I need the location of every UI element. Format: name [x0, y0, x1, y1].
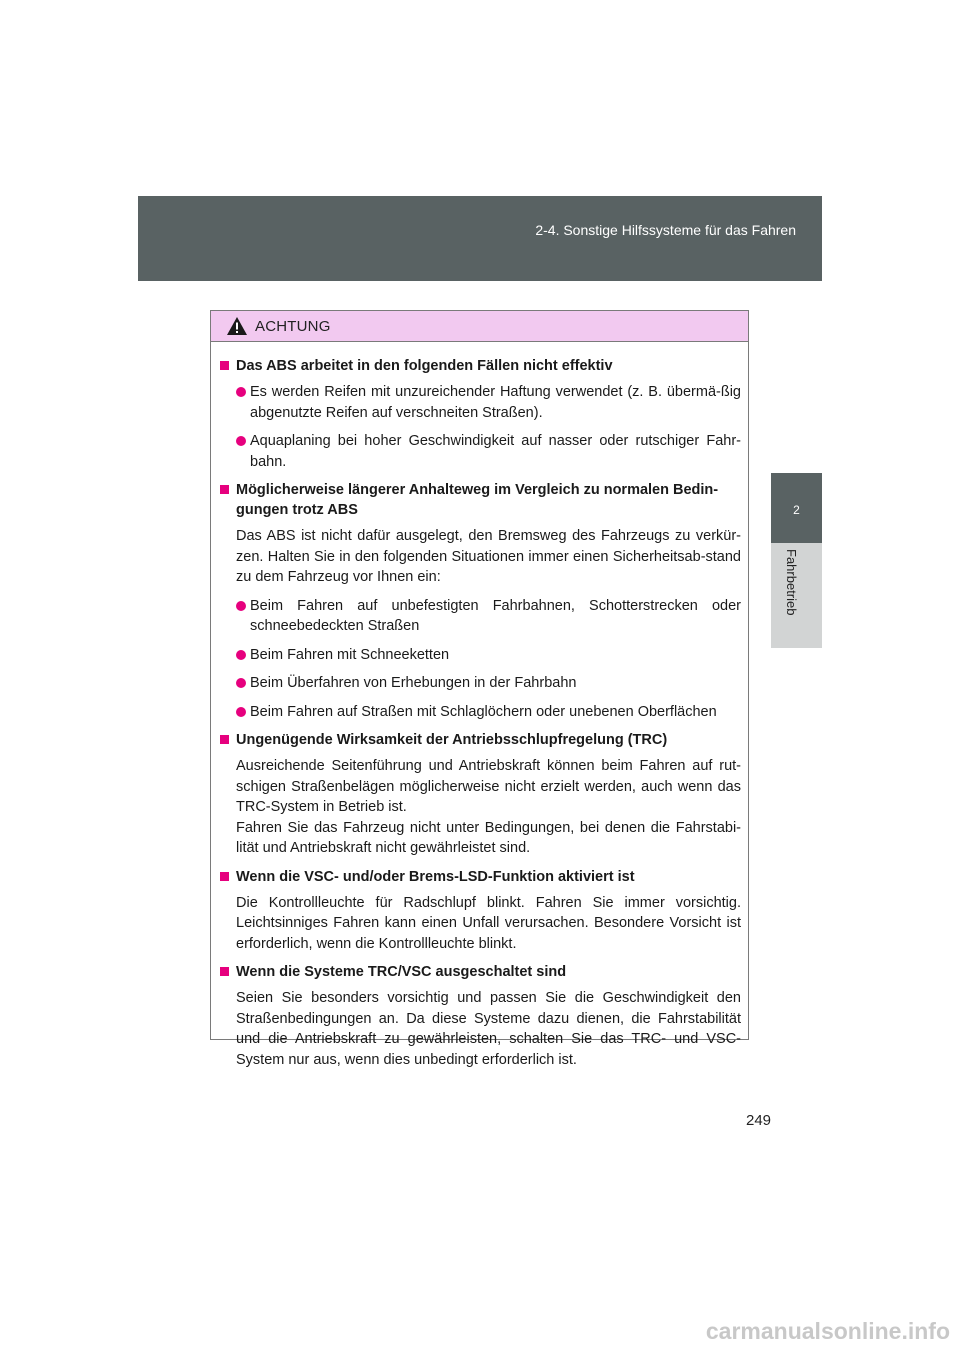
warning-header [211, 311, 748, 342]
chapter-header-band [138, 196, 822, 281]
section-heading-text: Wenn die VSC- und/oder Brems-LSD-Funktion aktiviert ist [236, 868, 635, 885]
watermark: carmanualsonline.info [705, 1318, 950, 1344]
warning-box [210, 310, 749, 1068]
round-bullet-icon [236, 436, 246, 446]
list-item-text: Es werden Reifen mit unzureichender Haftung verwendet (z. B. übermä-ßig abgenutzte Reifen auf verschneiten Straßen). [250, 384, 741, 421]
section-paragraph: Das ABS ist nicht dafür ausgelegt, den Bremsweg des Fahrzeugs zu verkür-zen. Halten Sie in den folgenden Situationen immer einen Sicherheitsab-stand zu dem Fahrzeug vor Ihnen ein: [236, 528, 741, 585]
section-heading-text: Das ABS arbeitet in den folgenden Fällen nicht effektiv [236, 358, 613, 374]
section-heading [218, 962, 741, 982]
section-heading [218, 730, 741, 750]
warning-triangle-icon [226, 316, 248, 336]
list-item-text: Aquaplaning bei hoher Geschwindigkeit auf nasser oder rutschiger Fahr-bahn. [250, 433, 741, 470]
round-bullet-icon [236, 707, 246, 717]
list-item [218, 673, 741, 694]
square-bullet-icon [220, 361, 229, 370]
list-item-text: Beim Fahren auf Straßen mit Schlaglöchern oder unebenen Oberflächen [250, 703, 717, 720]
round-bullet-icon [236, 387, 246, 397]
page-number: 249 [746, 1112, 772, 1129]
list-item-text: Beim Überfahren von Erhebungen in der Fahrbahn [250, 675, 577, 691]
list-item [218, 382, 741, 423]
section-heading-text: Möglicherweise längerer Anhalteweg im Vergleich zu normalen Bedin-gungen trotz ABS [236, 482, 719, 518]
section-paragraph: Fahren Sie das Fahrzeug nicht unter Bedingungen, bei denen die Fahrstabi-lität und Antriebskraft nicht gewährleistet sind. [236, 819, 741, 856]
list-item [218, 702, 741, 723]
list-item [218, 645, 741, 666]
square-bullet-icon [220, 872, 229, 881]
warning-title: ACHTUNG [255, 318, 331, 335]
section-paragraph: Die Kontrollleuchte für Radschlupf blinkt. Fahren Sie immer vorsichtig. Leichtsinniges Fahren kann einen Unfall verursachen. Besondere Vorsicht ist erforderlich, wenn die Kontrollleuchte blinkt. [236, 894, 741, 952]
list-item [218, 431, 741, 472]
chapter-title: 2-4. Sonstige Hilfssysteme für das Fahren [535, 222, 796, 238]
square-bullet-icon [220, 485, 229, 494]
section-heading [218, 867, 741, 887]
round-bullet-icon [236, 650, 246, 660]
square-bullet-icon [220, 735, 229, 744]
section-heading [218, 480, 741, 520]
chapter-tab [771, 473, 822, 543]
round-bullet-icon [236, 678, 246, 688]
list-item [218, 596, 741, 637]
section-heading-text: Wenn die Systeme TRC/VSC ausgeschaltet sind [236, 964, 567, 980]
square-bullet-icon [220, 967, 229, 976]
section-paragraph: Seien Sie besonders vorsichtig und passen Sie die Geschwindigkeit den Straßenbedingungen an. Da diese Systeme dazu dienen, die Fahrstabilität und die Antriebskraft zu gewährleisten, schalten Sie das TRC- und VSC-System nur aus, wenn dies unbedingt erforderlich ist. [236, 990, 741, 1068]
section-heading [218, 356, 741, 376]
section-paragraph: Ausreichende Seitenführung und Antriebskraft können beim Fahren auf rut-schigen Straßenbelägen möglicherweise nicht erzielt werden, auch wenn das TRC-System in Betrieb ist. [236, 758, 741, 815]
warning-body [211, 342, 748, 1070]
section-heading-text: Ungenügende Wirksamkeit der Antriebsschlupfregelung (TRC) [236, 732, 668, 748]
chapter-label: Fahrbetrieb [784, 549, 799, 616]
list-item-text: Beim Fahren mit Schneeketten [250, 646, 450, 663]
list-item-text: Beim Fahren auf unbefestigten Fahrbahnen, Schotterstrecken oder schneebedeckten Straßen [250, 597, 741, 634]
chapter-number: 2 [793, 503, 800, 517]
round-bullet-icon [236, 601, 246, 611]
chapter-tab-label-area [771, 543, 822, 648]
